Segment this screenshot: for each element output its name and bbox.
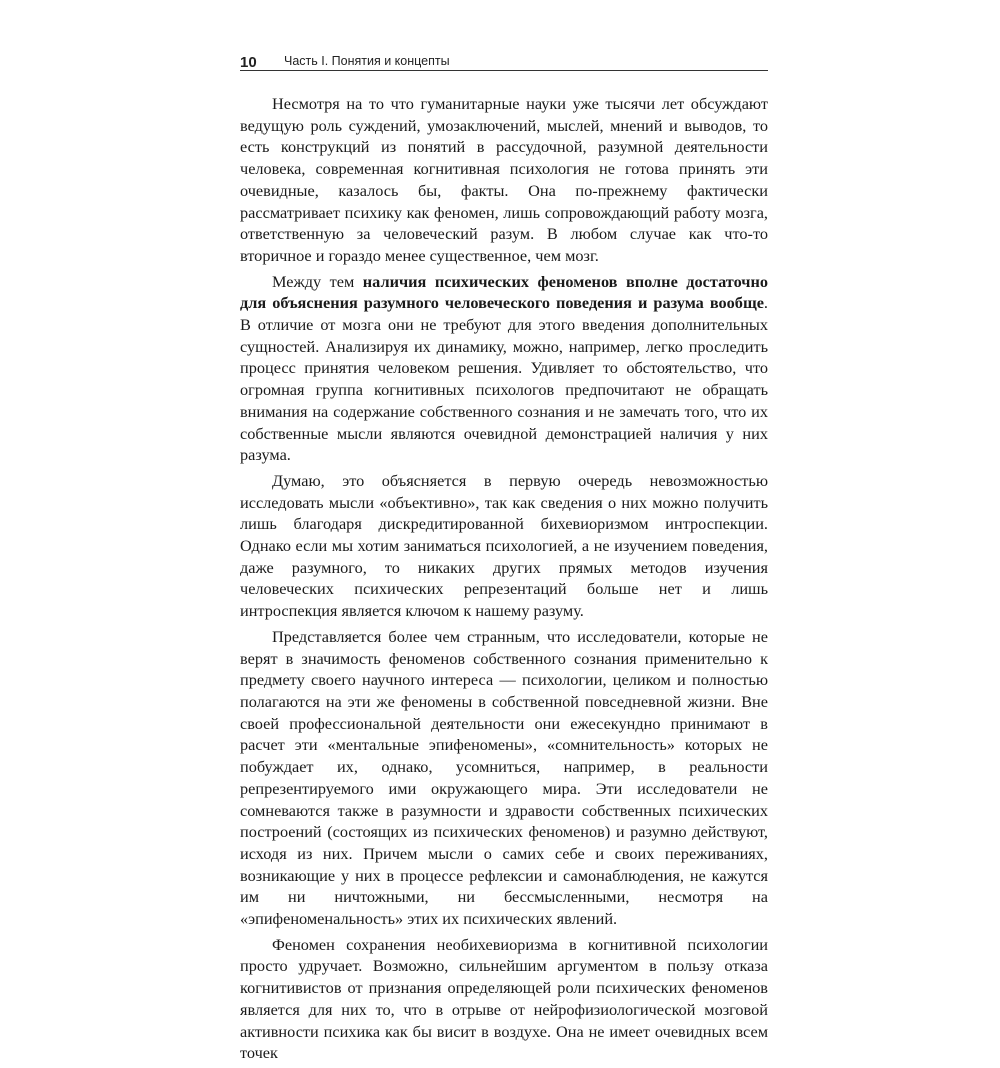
paragraph-1: Несмотря на то что гуманитарные науки уже тысячи лет обсуждают ведущую роль суждений, умозаключений, мыслей, мнений и выводов, то есть конструкций из понятий в рассудочной, разумной деятельности человека, современная когнитивная психология не готова принять эти очевидные, казалось бы, факты. Она по-прежнему фактически рассматривает психику как феномен, лишь сопровождающий работу мозга, ответственную за человеческий разум. В любом случае как что-то вторичное и гораздо менее существенное, чем мозг. — [240, 94, 768, 265]
body-text — [240, 93, 768, 1068]
running-title: Часть I. Понятия и концепты — [284, 54, 450, 68]
paragraph-5: Феномен сохранения необихевиоризма в когнитивной психологии просто удручает. Возможно, сильнейшим аргументом в пользу отказа когнитивистов от признания определяющей роли психических феноменов является для них то, что в отрыве от нейрофизиологической мозговой активности психика как бы висит в воздухе. Она не имеет очевидных всем точек — [240, 934, 768, 1063]
running-header — [240, 52, 768, 71]
paragraph-2 — [240, 271, 768, 466]
paragraph-2-lead: Между тем — [272, 271, 363, 291]
page-number: 10 — [240, 54, 257, 71]
paragraph-3: Думаю, это объясняется в первую очередь невозможностью исследовать мысли «объективно», так как сведения о них можно получить лишь благодаря дискредитированной бихевиоризмом интроспекции. Однако если мы хотим заниматься психологией, а не изучением поведения, даже разумного, то никаких других прямых методов изучения человеческих психических репрезентаций больше нет и лишь интроспекция является ключом к нашему разуму. — [240, 470, 768, 621]
paragraph-2-rest: . В отличие от мозга они не требуют для этого введения дополнительных сущностей. Анализируя их динамику, можно, например, легко проследить процесс принятия человеком решения. Удивляет то обстоятельство, что огромная группа когнитивных психологов предпочитают не обращать внимания на содержание собственного сознания и не замечать того, что их собственные мысли являются очевидной демонстрацией наличия у них разума. — [240, 293, 768, 465]
paragraph-4: Представляется более чем странным, что исследователи, которые не верят в значимость феноменов собственного сознания применительно к предмету своего научного интереса — психологии, целиком и полностью полагаются на эти же феномены в собственной повседневной жизни. Вне своей профессиональной деятельности они ежесекундно принимают в расчет эти «ментальные эпифеномены», «сомнительность» которых не побуждает их, однако, усомниться, например, в реальности репрезентируемого ими окружающего мира. Эти исследователи не сомневаются также в разумности и здравости собственных психических построений (состоящих из психических феноменов) и разумно действуют, исходя из них. Причем мысли о самих себе и своих переживаниях, возникающие у них в процессе рефлексии и самонаблюдения, не кажутся им ни ничтожными, ни бессмысленными, несмотря на «эпифеноменальность» этих их психических явлений. — [240, 626, 768, 929]
paragraph-2-emphasis: наличия психических феноменов вполне достаточно для объяснения разумного человеческого поведения и разума вообще — [240, 271, 768, 313]
